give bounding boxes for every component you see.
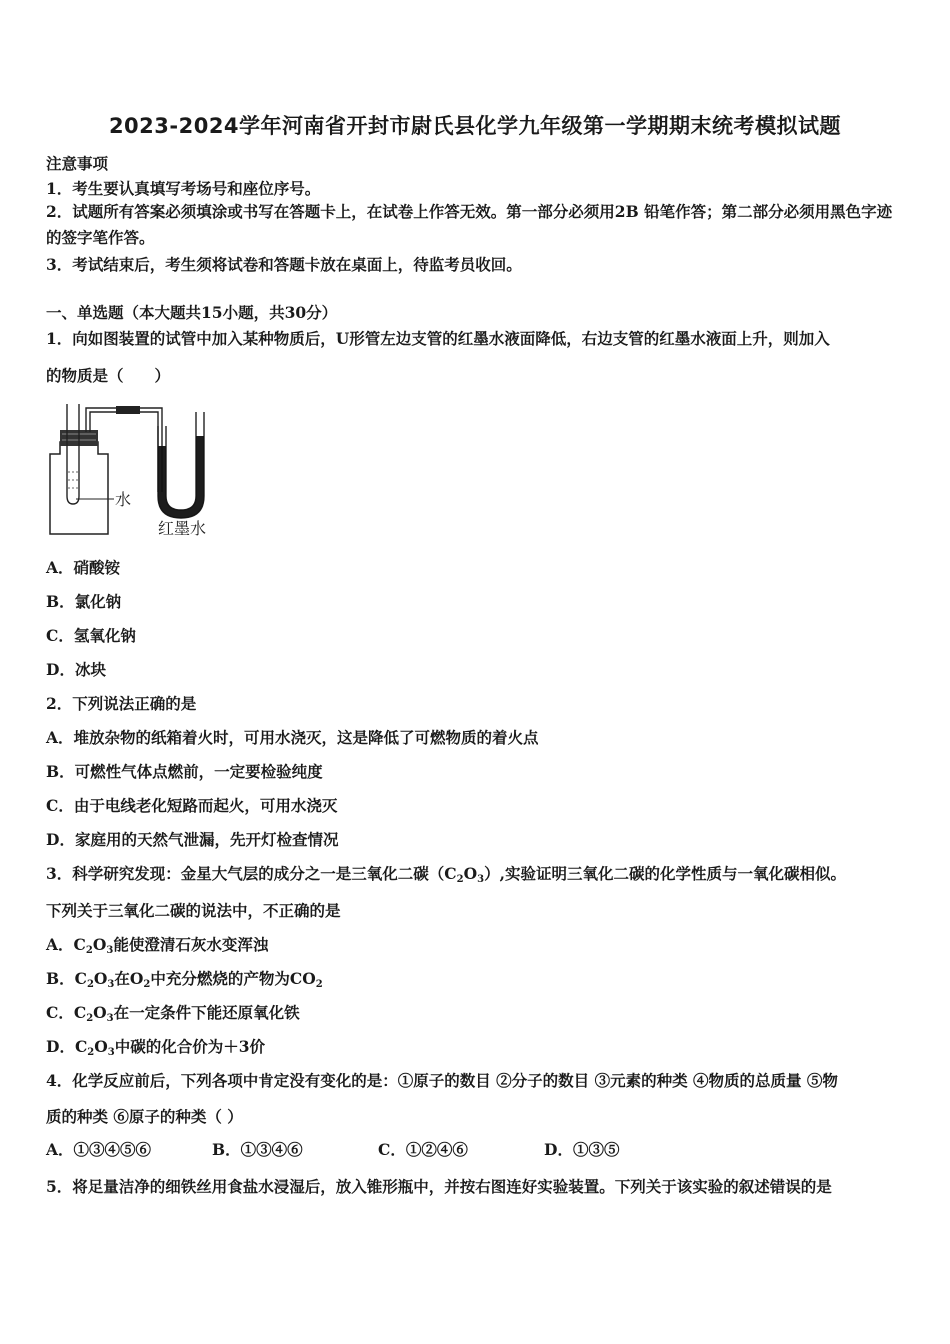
notice-item-3: 3．考试结束后，考生须将试卷和答题卡放在桌面上，待监考员收回。 xyxy=(46,255,522,274)
q3-stem-line2: 下列关于三氧化二碳的说法中，不正确的是 xyxy=(46,901,341,920)
page-title: 2023-2024学年河南省开封市尉氏县化学九年级第一学期期末统考模拟试题 xyxy=(108,114,842,138)
q1-stem-line1: 1．向如图装置的试管中加入某种物质后，U形管左边支管的红墨水液面降低，右边支管的红墨水液面上升，则加入 xyxy=(46,329,830,348)
q4-stem-line2: 质的种类 ⑥原子的种类（ ） xyxy=(46,1107,243,1126)
q4-option-a: A．①③④⑤⑥ xyxy=(46,1140,152,1159)
q4-options xyxy=(46,1138,619,1160)
q1-option-a: A．硝酸铵 xyxy=(46,558,121,577)
q5-stem-line1: 5．将足量洁净的细铁丝用食盐水浸湿后，放入锥形瓶中，并按右图连好实验装置。下列关于该实验的叙述错误的是 xyxy=(46,1177,832,1196)
q4-option-d: D．①③⑤ xyxy=(544,1140,620,1159)
q4-option-c: C．①②④⑥ xyxy=(378,1140,468,1159)
red-ink-liquid xyxy=(158,436,204,518)
q3-option-c: C．$C_2O_3$在一定条件下能还原氧化铁 xyxy=(46,1003,300,1024)
q1-option-b: B．氯化钠 xyxy=(46,592,122,611)
rubber-connector xyxy=(116,406,140,414)
q2-option-a: A．堆放杂物的纸箱着火时，可用水浇灭，这是降低了可燃物质的着火点 xyxy=(46,728,539,747)
q2-option-c: C．由于电线老化短路而起火，可用水浇灭 xyxy=(46,796,338,815)
apparatus-diagram xyxy=(40,396,230,541)
q1-stem-line2: 的物质是（ ） xyxy=(46,366,171,385)
q3-option-b: B．$C_2O_3$在$O_2$中充分燃烧的产物为$CO_2$ xyxy=(46,969,323,990)
test-tube xyxy=(67,404,79,504)
notice-item-2: 2．试题所有答案必须填涂或书写在答题卡上，在试卷上作答无效。第一部分必须用2B 铅笔作答；第二部分必须用黑色字迹的签字笔作答。 xyxy=(46,202,893,247)
q1-option-d: D．冰块 xyxy=(46,660,106,679)
q4-stem-line1: 4．化学反应前后，下列各项中肯定没有变化的是：①原子的数目 ②分子的数目 ③元素的种类 ④物质的总质量 ⑤物 xyxy=(46,1071,838,1090)
q3-stem-line1: 3．科学研究发现：金星大气层的成分之一是三氧化二碳$(C_2O_3)$,实验证明三氧化二碳的化学性质与一氧化碳相似。 xyxy=(46,864,846,885)
water-label: 水 xyxy=(115,490,132,509)
q4-option-b: B．①③④⑥ xyxy=(212,1140,303,1159)
section-heading: 一、单选题（本大题共15小题，共30分） xyxy=(46,303,338,322)
q3-option-d: D．$C_2O_3$中碳的化合价为＋3价 xyxy=(46,1037,266,1058)
notice-item-1: 1．考生要认真填写考场号和座位序号。 xyxy=(46,179,321,198)
ink-label: 红墨水 xyxy=(158,519,207,538)
notice-heading: 注意事项 xyxy=(46,154,109,173)
q2-option-d: D．家庭用的天然气泄漏，先开灯检查情况 xyxy=(46,830,339,849)
q1-option-c: C．氢氧化钠 xyxy=(46,626,136,645)
q1-apparatus-figure xyxy=(40,396,230,541)
q2-stem: 2．下列说法正确的是 xyxy=(46,694,197,713)
q3-option-a: A．$C_2O_3$能使澄清石灰水变浑浊 xyxy=(46,935,269,956)
q2-option-b: B．可燃性气体点燃前，一定要检验纯度 xyxy=(46,762,323,781)
